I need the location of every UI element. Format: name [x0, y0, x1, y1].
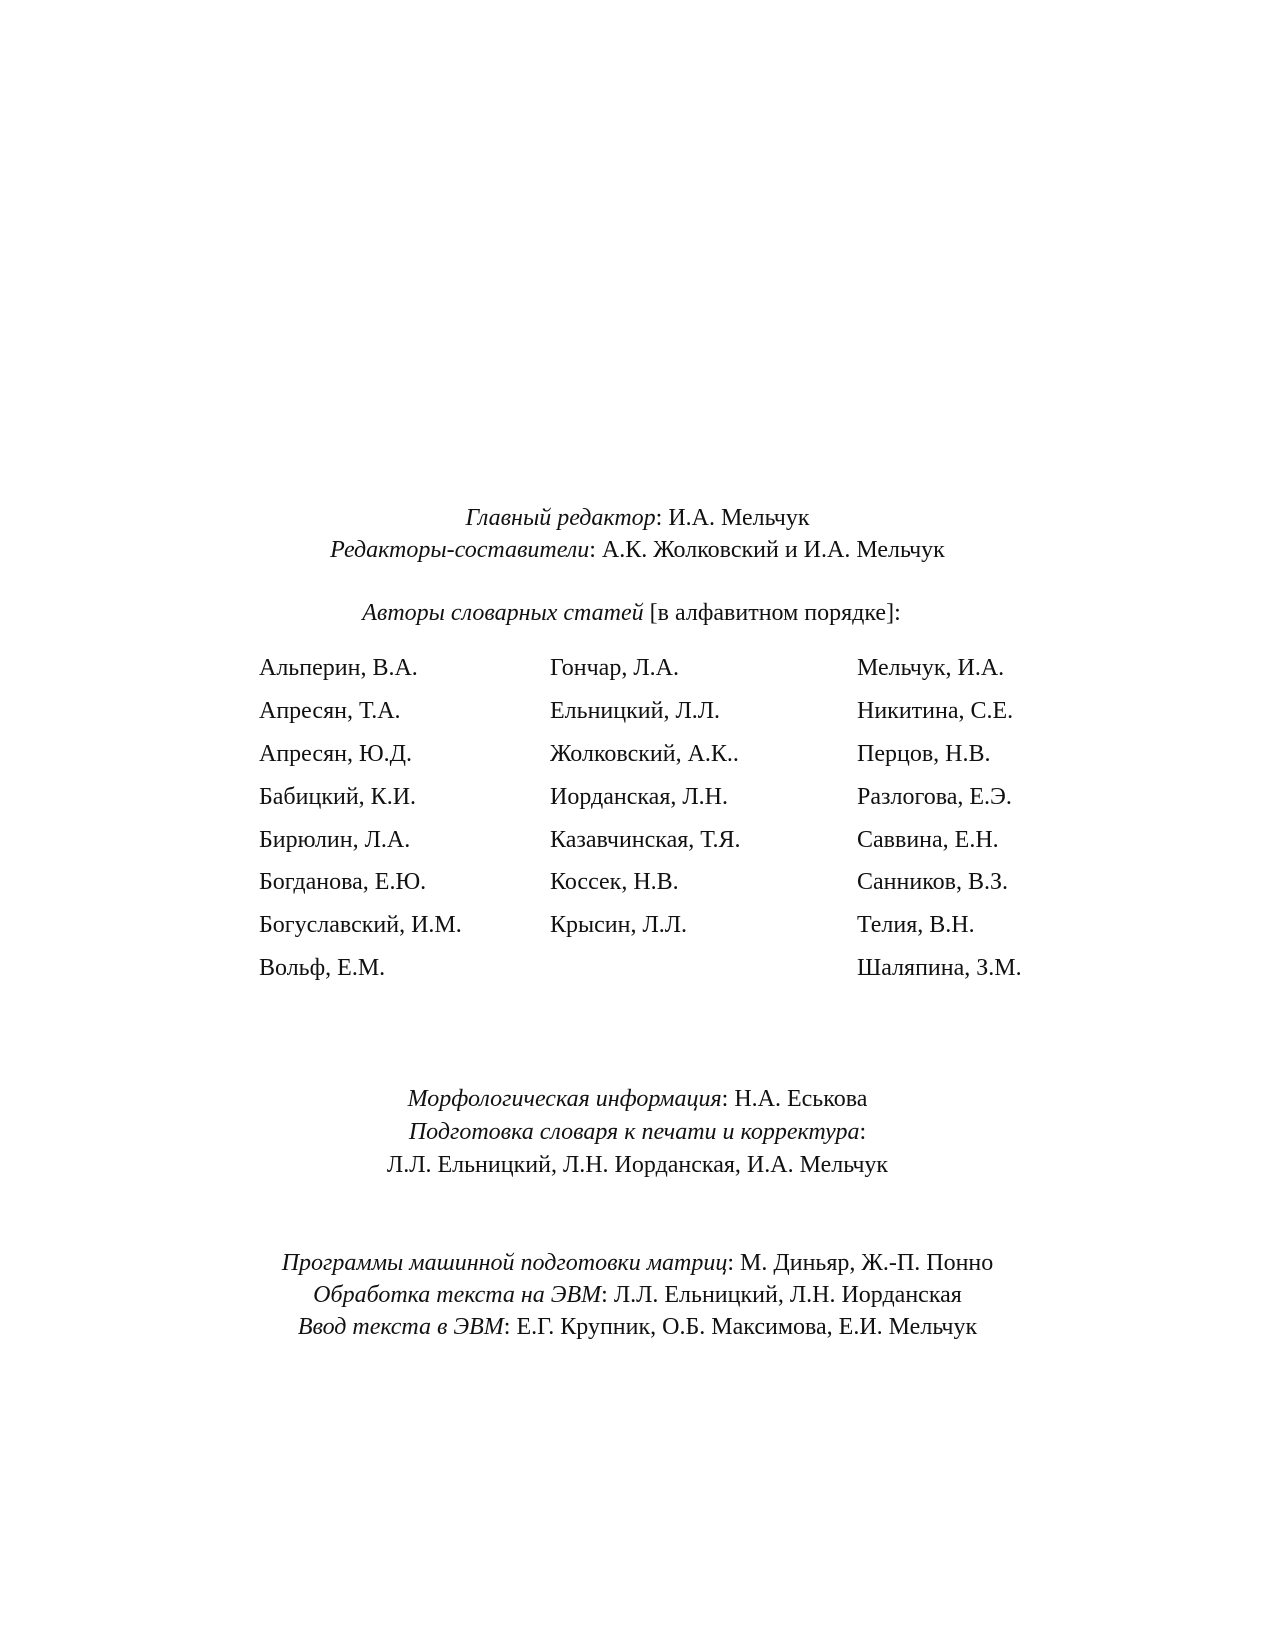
processing-line [0, 1280, 1275, 1310]
author-name: Богданова, Е.Ю. [259, 869, 427, 896]
author-name: Саввина, Е.Н. [857, 826, 999, 853]
programs-names: М. Диньяр, Ж.-П. Понно [734, 1250, 994, 1276]
author-name: Бирюлин, Л.А. [259, 826, 411, 853]
author-name: Ельницкий, Л.Л. [550, 697, 721, 724]
programs-sep: : [727, 1250, 735, 1276]
input-names: Е.Г. Крупник, О.Б. Максимова, Е.И. Мельчук [510, 1314, 978, 1340]
chief-editor-sep: : [655, 505, 663, 531]
programs-line [0, 1248, 1275, 1278]
morphology-sep: : [721, 1086, 729, 1112]
processing-role: Обработка текста на ЭВМ [313, 1282, 602, 1308]
processing-names: Л.Л. Ельницкий, Л.Н. Иорданская [607, 1282, 962, 1308]
compilers-role: Редакторы-составители [330, 537, 590, 563]
author-name: Богуславский, И.М. [259, 912, 462, 939]
preparation-sep: : [859, 1119, 867, 1145]
author-name: Иорданская, Л.Н. [550, 783, 728, 810]
input-line [0, 1312, 1275, 1342]
morphology-line [0, 1084, 1275, 1114]
compilers-sep: : [589, 537, 596, 563]
author-name: Бабицкий, К.И. [259, 783, 417, 810]
preparation-role: Подготовка словаря к печати и корректура [408, 1119, 860, 1145]
author-name: Перцов, Н.В. [857, 740, 991, 767]
author-name: Вольф, Е.М. [259, 955, 386, 982]
authors-column-3 [857, 653, 1022, 996]
programs-role: Программы машинной подготовки матриц [281, 1250, 728, 1276]
compilers-line [0, 535, 1275, 565]
authors-heading-italic: Авторы словарных статей [362, 600, 644, 626]
input-role: Ввод текста в ЭВМ [297, 1314, 504, 1340]
input-sep: : [503, 1314, 511, 1340]
author-name: Шаляпина, З.М. [857, 955, 1022, 982]
author-name: Альперин, В.А. [259, 655, 418, 681]
processing-sep: : [601, 1282, 608, 1308]
author-name: Гончар, Л.А. [550, 655, 679, 681]
author-name: Жолковский, А.К.. [550, 740, 739, 767]
author-name: Казавчинская, Т.Я. [550, 826, 741, 853]
author-name: Апресян, Ю.Д. [259, 740, 412, 767]
author-name: Мельчук, И.А. [857, 655, 1005, 681]
authors-heading-rest: [в алфавитном порядке]: [643, 600, 901, 626]
chief-editor-role: Главный редактор [465, 505, 656, 531]
authors-column-2 [550, 653, 741, 953]
morphology-role: Морфологическая информация [407, 1086, 722, 1112]
preparation-names-line: Л.Л. Ельницкий, Л.Н. Иорданская, И.А. Мельчук [386, 1152, 889, 1178]
authors-heading [0, 598, 1269, 628]
author-name: Никитина, С.Е. [857, 697, 1014, 724]
author-name: Крысин, Л.Л. [550, 912, 688, 939]
author-name: Телия, В.Н. [857, 912, 975, 939]
author-name: Санников, В.З. [857, 869, 1008, 896]
authors-column-1 [259, 653, 462, 996]
chief-editor-names: И.А. Мельчук [662, 505, 810, 531]
preparation-line [0, 1117, 1275, 1147]
author-name: Разлогова, Е.Э. [857, 783, 1012, 810]
morphology-names: Н.А. Еськова [728, 1086, 868, 1112]
author-name: Коссек, Н.В. [550, 869, 679, 896]
author-name: Апресян, Т.А. [259, 697, 401, 724]
chief-editor-line [0, 503, 1275, 533]
compilers-names: А.К. Жолковский и И.А. Мельчук [595, 537, 945, 563]
